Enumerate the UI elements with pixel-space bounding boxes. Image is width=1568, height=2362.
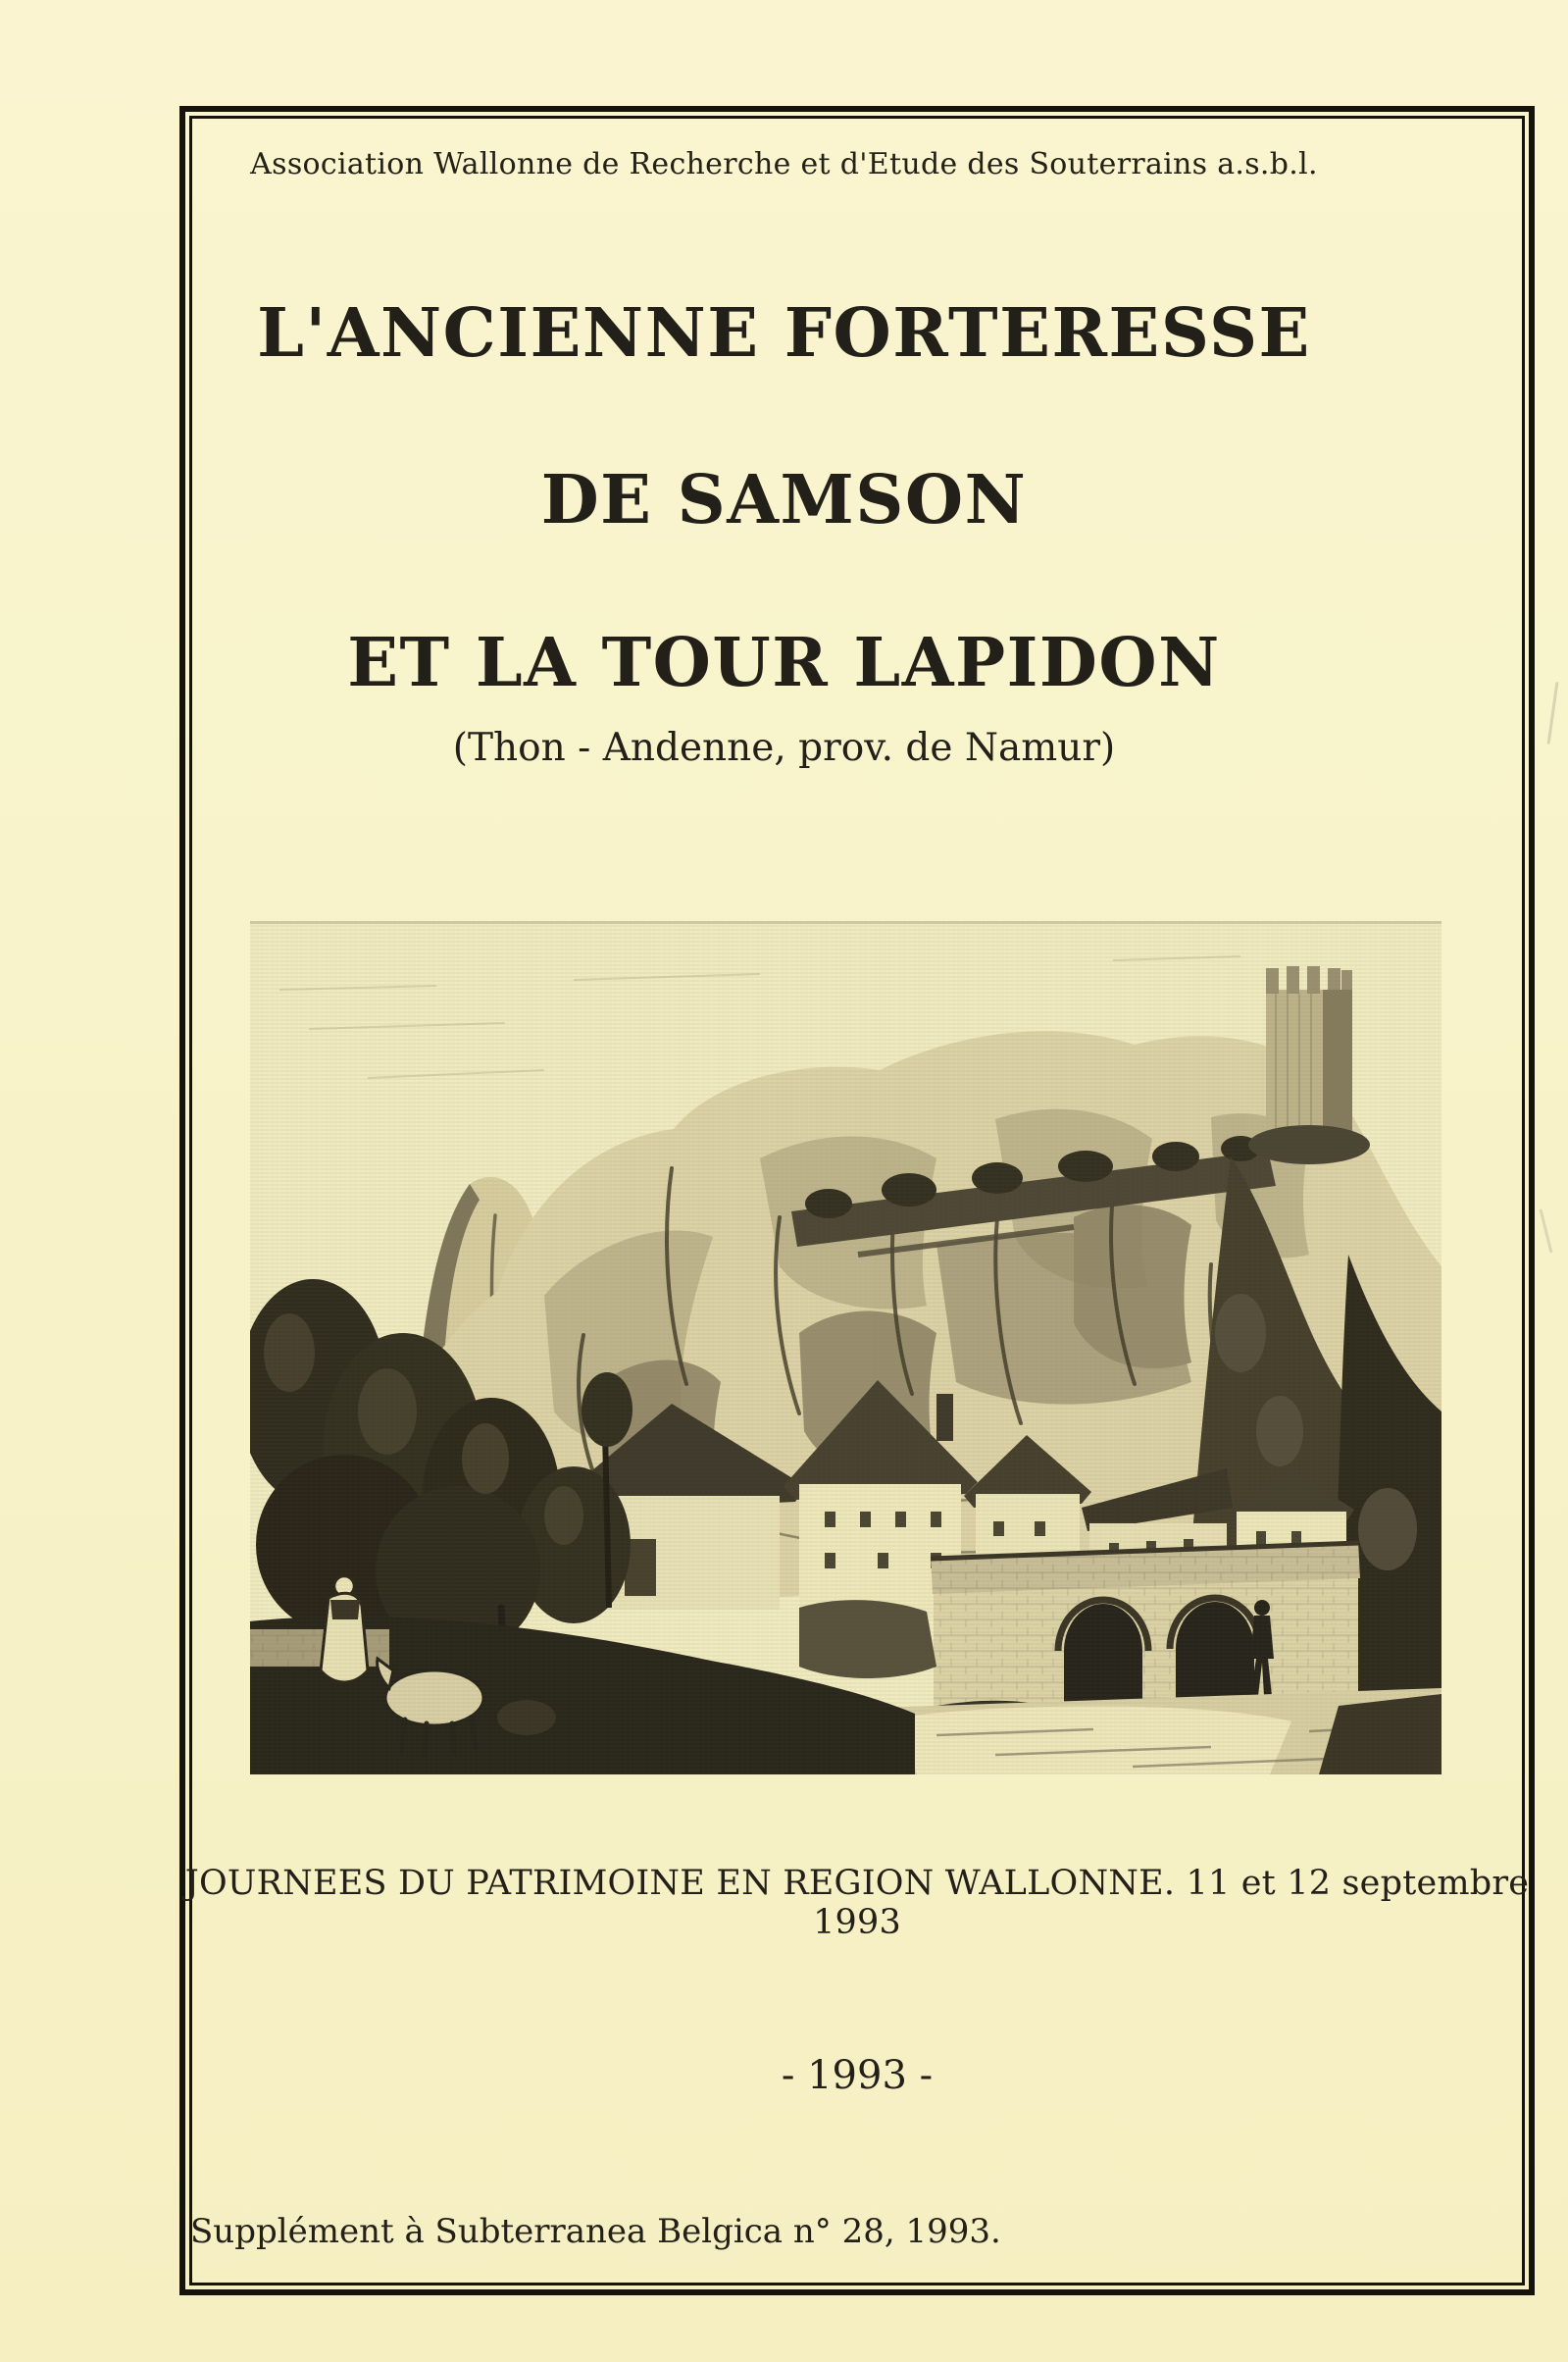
title-line-3: ET LA TOUR LAPIDON <box>347 624 1221 702</box>
title-location: (Thon - Andenne, prov. de Namur) <box>452 726 1116 770</box>
association-line: Association Wallonne de Recherche et d'Etude des Souterrains a.s.b.l. <box>250 147 1318 181</box>
cover-engraving <box>250 920 1442 1775</box>
engraving-svg <box>250 920 1442 1775</box>
year-line: - 1993 - <box>781 2053 934 2098</box>
grain-overlay <box>250 921 1442 1774</box>
heritage-days-caption: JOURNEES DU PATRIMOINE EN REGION WALLONNE. 11 et 12 septembre 1993 <box>184 1864 1530 1942</box>
scan-artifact <box>1539 1208 1552 1253</box>
title-line-2: DE SAMSON <box>540 461 1028 539</box>
supplement-line: Supplément à Subterranea Belgica n° 28, 1993. <box>190 2212 1001 2251</box>
title-line-1: L'ANCIENNE FORTERESSE <box>257 294 1311 373</box>
